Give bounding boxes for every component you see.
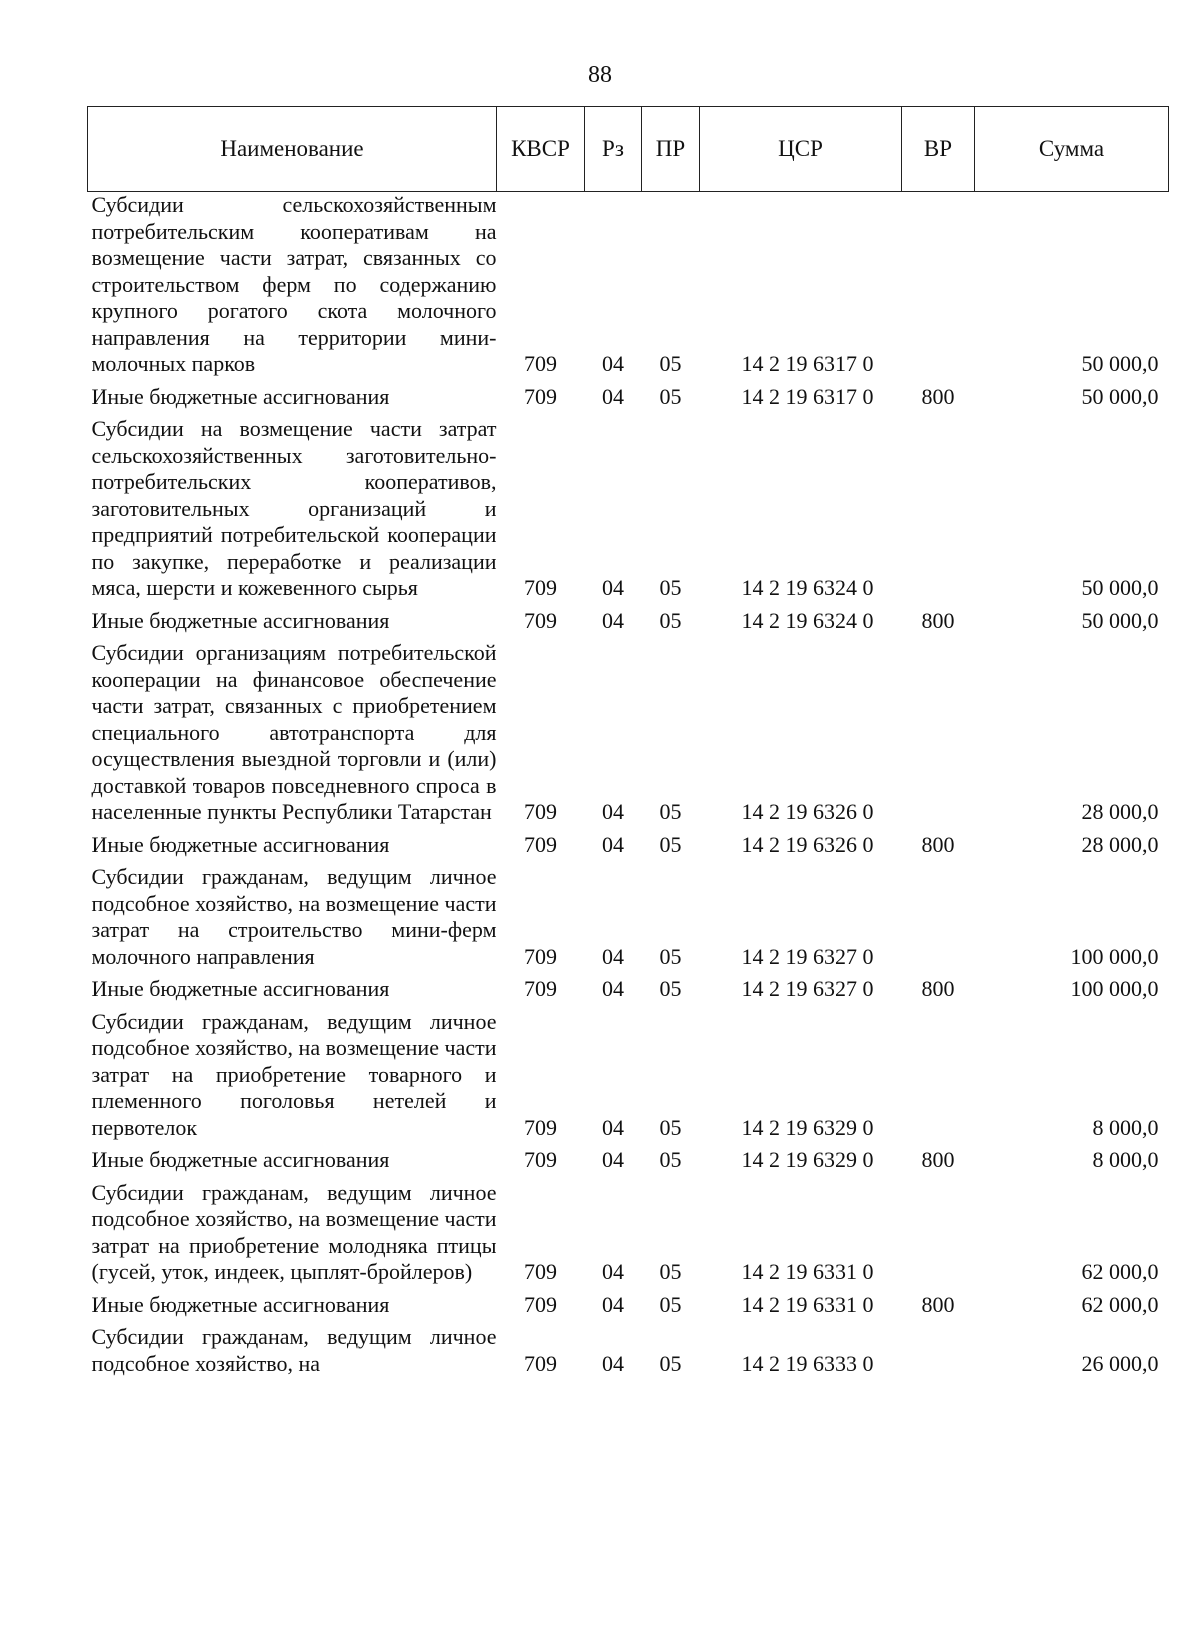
- table-row: [88, 976, 1169, 1009]
- cell-sum: 100 000,0: [1070, 976, 1159, 1001]
- cell-vr: [902, 416, 975, 608]
- table-header-row: [88, 107, 1169, 192]
- cell-csr: 14 2 19 6326 0: [741, 831, 874, 857]
- cell-rz: 04: [602, 575, 624, 600]
- cell-name: Субсидии гражданам, ведущим личное подсобное хозяйство, на возмещение части затрат на строительство мини-ферм молочного направления: [91, 864, 497, 969]
- cell-name: Иные бюджетные ассигнования: [91, 1291, 390, 1317]
- cell-vr: 800: [921, 1147, 955, 1172]
- cell-sum: 8 000,0: [1092, 1147, 1159, 1172]
- cell-sum: 50 000,0: [1081, 383, 1159, 409]
- cell-kvsr: 709: [524, 1147, 557, 1172]
- cell-vr: 800: [921, 607, 955, 633]
- cell-pr: 05: [659, 607, 682, 633]
- header-rz: Рз: [585, 107, 642, 192]
- cell-pr: 05: [659, 1114, 682, 1140]
- budget-table: [87, 106, 1169, 1383]
- cell-pr: 05: [659, 1350, 682, 1376]
- cell-rz: 04: [602, 1350, 624, 1376]
- cell-csr: 14 2 19 6324 0: [741, 607, 874, 633]
- cell-rz: 04: [602, 1114, 624, 1140]
- cell-rz: 04: [602, 1259, 624, 1284]
- cell-vr: [902, 640, 975, 832]
- cell-vr: 800: [921, 976, 955, 1001]
- header-vr: ВР: [902, 107, 975, 192]
- cell-pr: 05: [659, 1259, 682, 1284]
- cell-sum: 100 000,0: [1070, 943, 1159, 969]
- cell-kvsr: 709: [524, 1259, 557, 1284]
- table-row: [88, 192, 1169, 384]
- cell-name: Иные бюджетные ассигнования: [91, 383, 390, 409]
- cell-csr: 14 2 19 6331 0: [741, 1259, 874, 1284]
- cell-sum: 50 000,0: [1081, 351, 1159, 376]
- cell-pr: 05: [659, 943, 682, 969]
- table-row: [88, 416, 1169, 608]
- cell-pr: 05: [659, 575, 682, 600]
- cell-rz: 04: [602, 351, 624, 376]
- cell-pr: 05: [659, 383, 682, 409]
- cell-vr: [902, 1009, 975, 1148]
- cell-vr: [902, 1180, 975, 1292]
- cell-rz: 04: [602, 943, 624, 969]
- cell-vr: [902, 864, 975, 976]
- table-row: [88, 1292, 1169, 1325]
- cell-vr: 800: [921, 831, 955, 857]
- cell-kvsr: 709: [524, 575, 557, 600]
- cell-rz: 04: [602, 383, 624, 409]
- table-row: [88, 608, 1169, 641]
- cell-kvsr: 709: [524, 1350, 557, 1376]
- cell-pr: 05: [659, 831, 682, 857]
- cell-rz: 04: [602, 831, 624, 857]
- header-pr: ПР: [642, 107, 700, 192]
- cell-rz: 04: [602, 607, 624, 633]
- cell-sum: 28 000,0: [1081, 831, 1159, 857]
- cell-kvsr: 709: [524, 943, 557, 969]
- cell-csr: 14 2 19 6326 0: [741, 799, 874, 824]
- cell-vr: 800: [921, 383, 955, 409]
- cell-vr: [902, 192, 975, 384]
- table-row: [88, 384, 1169, 417]
- cell-csr: 14 2 19 6329 0: [741, 1147, 874, 1172]
- cell-csr: 14 2 19 6327 0: [741, 943, 874, 969]
- cell-name: Иные бюджетные ассигнования: [91, 607, 390, 633]
- cell-name: Субсидии гражданам, ведущим личное подсобное хозяйство, на возмещение части затрат на приобретение молодняка птицы (гусей, уток, индеек, цыплят-бройлеров): [91, 1179, 497, 1284]
- table-row: [88, 832, 1169, 865]
- table-row: [88, 1147, 1169, 1180]
- cell-sum: 50 000,0: [1081, 575, 1159, 600]
- table-row: [88, 640, 1169, 832]
- cell-name: Иные бюджетные ассигнования: [91, 1147, 390, 1172]
- cell-kvsr: 709: [524, 1114, 557, 1140]
- table-row: [88, 1009, 1169, 1148]
- cell-name: Иные бюджетные ассигнования: [91, 976, 390, 1001]
- cell-sum: 28 000,0: [1081, 799, 1159, 824]
- page-number: 88: [588, 62, 612, 88]
- cell-sum: 26 000,0: [1081, 1350, 1159, 1376]
- cell-name: Субсидии на возмещение части затрат сельскохозяйственных заготовительно-потребительских кооперативов, заготовительных организаций и предприятий потребительской кооперации по закупке, переработке и реализации мяса, шерсти и кожевенного сырья: [91, 416, 497, 600]
- cell-kvsr: 709: [524, 831, 557, 857]
- cell-sum: 62 000,0: [1081, 1291, 1159, 1317]
- cell-csr: 14 2 19 6317 0: [741, 351, 874, 376]
- cell-pr: 05: [659, 1147, 682, 1172]
- cell-pr: 05: [659, 976, 682, 1001]
- cell-kvsr: 709: [524, 351, 557, 376]
- cell-name: Субсидии сельскохозяйственным потребительским кооперативам на возмещение части затрат, связанных со строительством ферм по содержанию крупного рогатого скота молочного направления на территории мини-молочных парков: [91, 192, 497, 376]
- cell-rz: 04: [602, 1291, 624, 1317]
- cell-kvsr: 709: [524, 976, 557, 1001]
- cell-kvsr: 709: [524, 383, 557, 409]
- cell-kvsr: 709: [524, 607, 557, 633]
- cell-vr: 800: [921, 1291, 955, 1317]
- table-row: [88, 1180, 1169, 1292]
- table-row: [88, 864, 1169, 976]
- cell-csr: 14 2 19 6327 0: [741, 976, 874, 1001]
- cell-csr: 14 2 19 6329 0: [741, 1114, 874, 1140]
- header-csr: ЦСР: [700, 107, 902, 192]
- cell-sum: 50 000,0: [1081, 607, 1159, 633]
- cell-csr: 14 2 19 6324 0: [741, 575, 874, 600]
- header-kvsr: КВСР: [497, 107, 585, 192]
- cell-csr: 14 2 19 6331 0: [741, 1291, 874, 1317]
- cell-sum: 62 000,0: [1081, 1259, 1159, 1284]
- header-name: Наименование: [88, 107, 497, 192]
- cell-name: Субсидии организациям потребительской кооперации на финансовое обеспечение части затрат, связанных с приобретением специального автотранспорта для осуществления выездной торговли и (или) доставкой товаров повседневного спроса в населенные пункты Республики Татарстан: [91, 640, 497, 824]
- cell-rz: 04: [602, 1147, 624, 1172]
- cell-vr: [902, 1324, 975, 1383]
- cell-csr: 14 2 19 6317 0: [741, 383, 874, 409]
- cell-pr: 05: [659, 1291, 682, 1317]
- cell-sum: 8 000,0: [1092, 1114, 1159, 1140]
- header-sum: Сумма: [975, 107, 1169, 192]
- cell-pr: 05: [659, 799, 682, 824]
- cell-rz: 04: [602, 976, 624, 1001]
- cell-csr: 14 2 19 6333 0: [741, 1350, 874, 1376]
- cell-rz: 04: [602, 799, 624, 824]
- cell-kvsr: 709: [524, 799, 557, 824]
- cell-name: Субсидии гражданам, ведущим личное подсобное хозяйство, на: [91, 1324, 497, 1376]
- table-row: [88, 1324, 1169, 1383]
- cell-pr: 05: [659, 351, 682, 376]
- cell-name: Иные бюджетные ассигнования: [91, 831, 390, 857]
- cell-name: Субсидии гражданам, ведущим личное подсобное хозяйство, на возмещение части затрат на приобретение товарного и племенного поголовья нетелей и первотелок: [91, 1008, 497, 1140]
- cell-kvsr: 709: [524, 1291, 557, 1317]
- table-body: [88, 192, 1169, 1384]
